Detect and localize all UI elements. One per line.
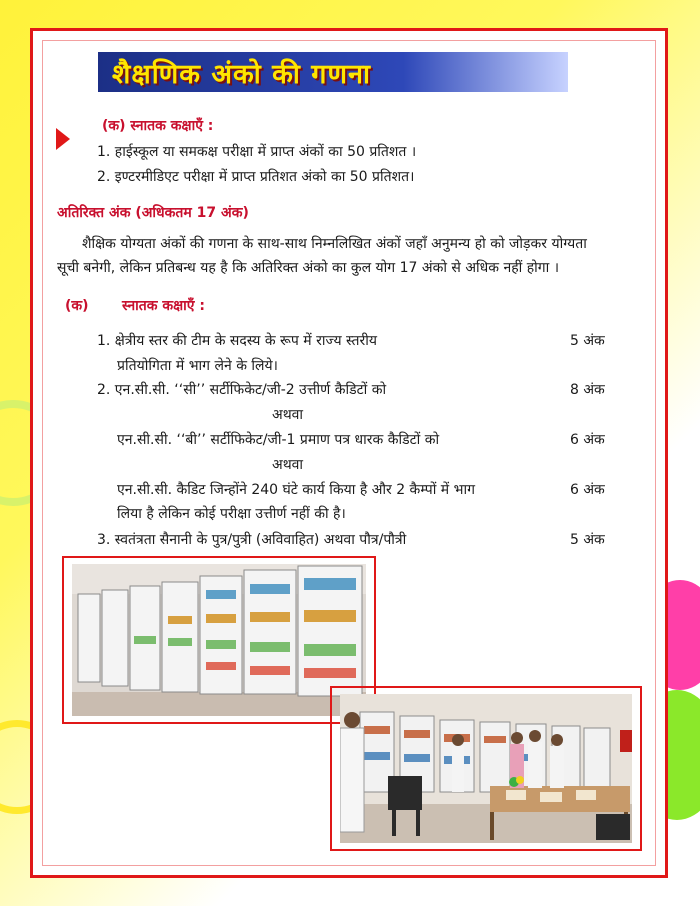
item2c-line2: लिया है लेकिन कोई परीक्षा उत्तीर्ण नहीं की है।: [117, 506, 346, 522]
section1-item-2: 2. इण्टरमीडिएट परीक्षा में प्राप्त प्रतिशत अंको का 50 प्रतिशत।: [97, 169, 415, 185]
item2b-marks: 6 अंक: [570, 432, 605, 448]
item1-line1: 1. क्षेत्रीय स्तर की टीम के सदस्य के रूप में राज्य स्तरीय: [97, 333, 377, 349]
item1-marks: 5 अंक: [570, 333, 605, 349]
item2c-marks: 6 अंक: [570, 482, 605, 498]
item2-marks: 8 अंक: [570, 382, 605, 398]
item3-line1: 3. स्वतंत्रता सैनानी के पुत्र/पुत्री (अविवाहित) अथवा पौत्र/पौत्री: [97, 532, 407, 548]
extra-paragraph-line2: सूची बनेगी, लेकिन प्रतिबन्ध यह है कि अतिरिक्त अंको का कुल योग 17 अंको से अधिक नहीं होगा ।: [57, 260, 560, 276]
item1-line2: प्रतियोगिता में भाग लेने के लिये।: [117, 358, 278, 374]
library-shelves-photo: [72, 564, 366, 716]
or-separator-1: अथवा: [272, 407, 304, 423]
item3-marks: 5 अंक: [570, 532, 605, 548]
extra-marks-heading: अतिरिक्त अंक (अधिकतम 17 अंक): [57, 205, 249, 221]
section2-heading: स्नातक कक्षाएँ :: [122, 298, 205, 314]
section1-heading: (क) स्नातक कक्षाएँ :: [102, 118, 214, 134]
reading-room-photo: [340, 694, 632, 843]
section2-label: (क): [65, 298, 89, 314]
page-title: शैक्षणिक अंको की गणना: [112, 59, 371, 90]
section1-item-1: 1. हाईस्कूल या समकक्ष परीक्षा में प्राप्त अंकों का 50 प्रतिशत ।: [97, 144, 417, 160]
arrow-right-icon: [56, 128, 70, 150]
item2-line1: 2. एन.सी.सी. ‘‘सी’’ सर्टीफिकेट/जी-2 उत्तीर्ण कैडिटों को: [97, 382, 387, 398]
item2c-line1: एन.सी.सी. कैडिट जिन्होंने 240 घंटे कार्य किया है और 2 कैम्पों में भाग: [117, 482, 475, 498]
extra-paragraph-line1: शैक्षिक योग्यता अंकों की गणना के साथ-साथ निम्नलिखित अंकों जहाँ अनुमन्य हो को जोड़कर योग्यता: [82, 236, 587, 252]
or-separator-2: अथवा: [272, 457, 304, 473]
item2b-line1: एन.सी.सी. ‘‘बी’’ सर्टीफिकेट/जी-1 प्रमाण पत्र धारक कैडिटों को: [117, 432, 440, 448]
